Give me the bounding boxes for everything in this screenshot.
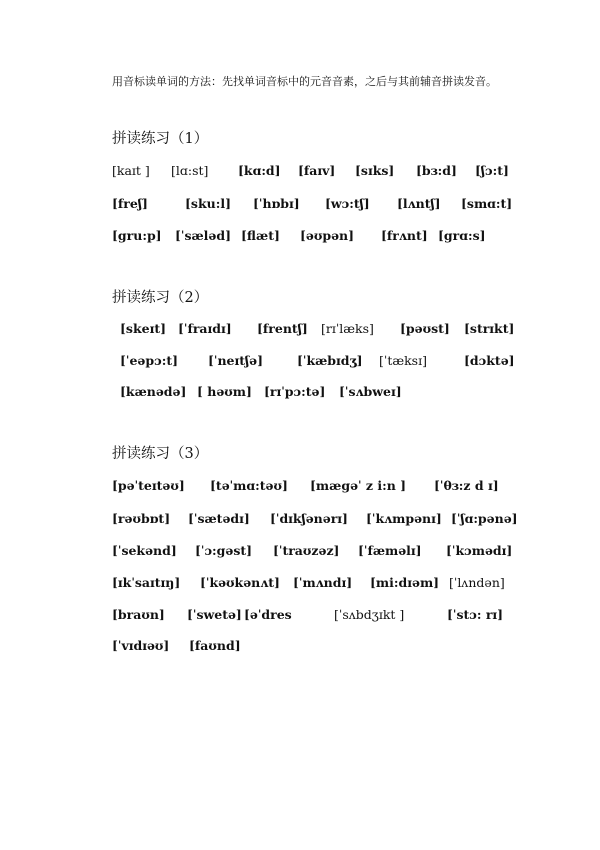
phonetic-transcription: [kaɪt ] [112, 163, 150, 178]
phonetic-transcription: [rəʊbɒt] [112, 511, 171, 526]
section-title: 拼读练习（3） [112, 446, 209, 462]
phonetic-transcription: [ˈlʌndən] [449, 575, 505, 590]
phonetic-transcription: [faɪv] [298, 163, 336, 178]
phonetic-transcription: [ʃɔ:t] [475, 163, 509, 178]
phonetic-transcription: [ˈtraʊzəz] [273, 543, 340, 558]
phonetic-transcription: [rɪˈlæks] [321, 321, 374, 336]
phonetic-transcription: [rɪˈpɔ:tə] [264, 384, 326, 399]
phonetic-transcription: [strɪkt] [464, 321, 515, 336]
phonetic-transcription: [ˈfæməlɪ] [358, 543, 422, 558]
phonetic-transcription: [ˈfraɪdɪ] [178, 321, 232, 336]
phonetic-transcription: [braʊn] [112, 607, 165, 622]
phonetic-row [0, 318, 600, 340]
phonetic-transcription: [ˈneɪtʃə] [208, 353, 264, 368]
phonetic-transcription: [mi:dɪəm] [370, 575, 440, 590]
phonetic-transcription: [ˈθɜ:z d ɪ] [434, 478, 499, 493]
phonetic-transcription: [ɪkˈsaɪtɪŋ] [112, 575, 181, 590]
phonetic-transcription: [flæt] [241, 228, 280, 243]
phonetic-transcription: [ˈstɔ: rɪ] [447, 607, 504, 622]
phonetic-row [0, 225, 600, 247]
phonetic-transcription: [sɪks] [355, 163, 395, 178]
phonetic-transcription: [ˈʃɑ:pənə] [451, 511, 518, 526]
phonetic-transcription: [ˈvɪdɪəʊ] [112, 638, 170, 653]
section-title: 拼读练习（2） [112, 290, 209, 306]
phonetic-transcription: [bɜ:d] [416, 163, 457, 178]
phonetic-transcription: [skeɪt] [120, 321, 167, 336]
phonetic-transcription: [ˈkæbɪdʒ] [297, 353, 363, 368]
phonetic-transcription: [grɑ:s] [438, 228, 486, 243]
phonetic-transcription: [ˈmʌndɪ] [293, 575, 353, 590]
phonetic-transcription: [ˈsʌbweɪ] [339, 384, 402, 399]
phonetic-transcription: [ˈsekənd] [112, 543, 177, 558]
phonetic-transcription: [ˈdɪkʃənərɪ] [270, 511, 348, 526]
phonetic-row [0, 350, 600, 372]
phonetic-row [0, 508, 600, 530]
phonetic-transcription: [ həʊm] [197, 384, 252, 399]
phonetic-row [0, 160, 600, 182]
phonetic-transcription: [lʌntʃ] [397, 196, 441, 211]
phonetic-transcription: [ˈsʌbdʒɪkt ] [334, 607, 405, 622]
phonetic-transcription: [mægəˈ z i:n ] [310, 478, 407, 493]
phonetic-transcription: [dɔktə] [464, 353, 515, 368]
phonetic-row [0, 572, 600, 594]
phonetic-transcription: [ˈhɒbɪ] [253, 196, 300, 211]
phonetic-transcription: [wɔ:tʃ] [325, 196, 370, 211]
phonetic-row [0, 193, 600, 215]
phonetic-transcription: [əˈdres [244, 607, 292, 622]
phonetic-transcription: [pəʊst] [400, 321, 450, 336]
phonetic-transcription: [freʃ] [112, 196, 148, 211]
phonetic-row [0, 635, 600, 657]
phonetic-row [0, 540, 600, 562]
phonetic-row [0, 381, 600, 403]
phonetic-transcription: [əʊpən] [300, 228, 355, 243]
phonetic-transcription: [frentʃ] [257, 321, 308, 336]
phonetic-row [0, 475, 600, 497]
phonetic-transcription: [ˈswetə] [187, 607, 242, 622]
phonetic-transcription: [smɑ:t] [461, 196, 513, 211]
phonetic-transcription: [ˈɔ:gəst] [195, 543, 253, 558]
phonetic-transcription: [ˈtæksɪ] [379, 353, 427, 368]
phonetic-row [0, 604, 600, 626]
phonetic-transcription: [ˈsætədɪ] [188, 511, 250, 526]
phonetic-transcription: [ˈeəpɔ:t] [120, 353, 179, 368]
phonetic-transcription: [ˈkʌmpənɪ] [366, 511, 442, 526]
phonetic-transcription: [gru:p] [112, 228, 162, 243]
phonetic-transcription: [təˈmɑ:təʊ] [210, 478, 288, 493]
phonetic-transcription: [frʌnt] [381, 228, 428, 243]
section-title: 拼读练习（1） [112, 131, 209, 147]
instruction-text: 用音标读单词的方法：先找单词音标中的元音音素，之后与其前辅音拼读发音。 [112, 75, 497, 88]
phonetic-transcription: [pəˈteɪtəʊ] [112, 478, 185, 493]
phonetic-transcription: [ˈkəʊkənʌt] [200, 575, 280, 590]
phonetic-transcription: [sku:l] [185, 196, 231, 211]
phonetic-transcription: [kɑ:d] [238, 163, 281, 178]
phonetic-transcription: [ˈkɔmədɪ] [446, 543, 513, 558]
phonetic-transcription: [faʊnd] [189, 638, 241, 653]
phonetic-transcription: [lɑ:st] [171, 163, 209, 178]
phonetic-transcription: [kænədə] [120, 384, 187, 399]
phonetic-transcription: [ˈsæləd] [175, 228, 232, 243]
